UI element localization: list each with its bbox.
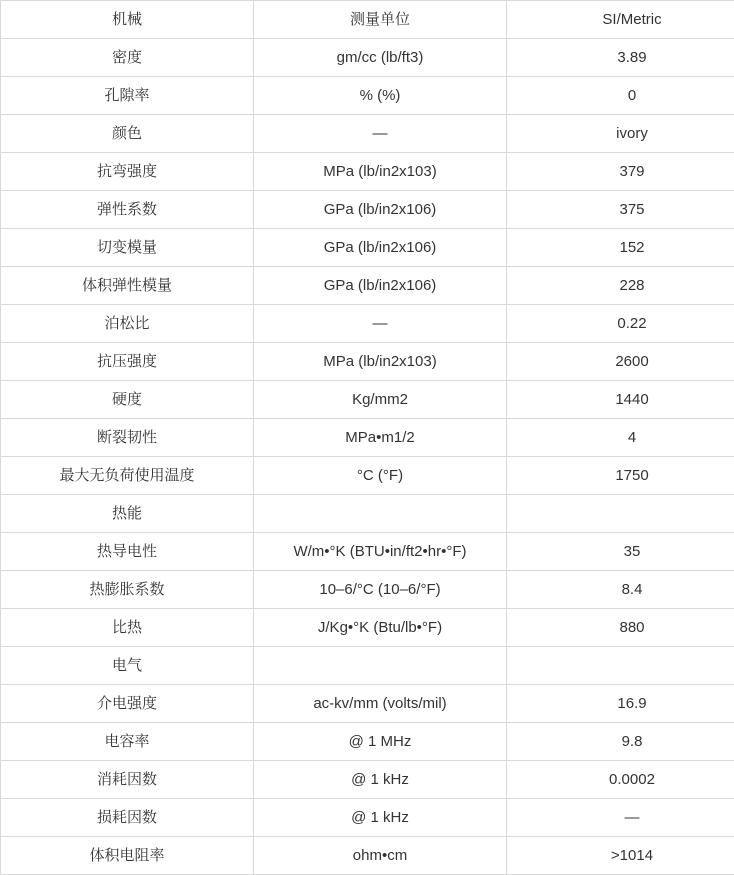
cell-property: 体积电阻率 xyxy=(1,837,254,875)
cell-unit: MPa (lb/in2x103) xyxy=(254,153,507,191)
table-row xyxy=(1,39,734,77)
table-row xyxy=(1,229,734,267)
cell-value: 35 xyxy=(507,533,734,571)
cell-value: 9.8 xyxy=(507,723,734,761)
cell-value xyxy=(507,495,734,533)
cell-unit: @ 1 kHz xyxy=(254,799,507,837)
cell-unit: @ 1 kHz xyxy=(254,761,507,799)
table-row xyxy=(1,419,734,457)
table-row xyxy=(1,343,734,381)
cell-property: 孔隙率 xyxy=(1,77,254,115)
cell-unit: J/Kg•°K (Btu/lb•°F) xyxy=(254,609,507,647)
cell-property: 抗弯强度 xyxy=(1,153,254,191)
cell-property: 电气 xyxy=(1,647,254,685)
cell-value: 3.89 xyxy=(507,39,734,77)
cell-property: 切变模量 xyxy=(1,229,254,267)
table-row xyxy=(1,267,734,305)
cell-unit: % (%) xyxy=(254,77,507,115)
table-row xyxy=(1,685,734,723)
cell-unit: GPa (lb/in2x106) xyxy=(254,229,507,267)
table-row xyxy=(1,723,734,761)
cell-property: 热能 xyxy=(1,495,254,533)
cell-property: 弹性系数 xyxy=(1,191,254,229)
cell-unit: W/m•°K (BTU•in/ft2•hr•°F) xyxy=(254,533,507,571)
cell-value: 880 xyxy=(507,609,734,647)
cell-value xyxy=(507,647,734,685)
cell-property: 泊松比 xyxy=(1,305,254,343)
cell-value: >1014 xyxy=(507,837,734,875)
cell-property: 密度 xyxy=(1,39,254,77)
cell-value: 8.4 xyxy=(507,571,734,609)
cell-property: 机械 xyxy=(1,1,254,39)
cell-property: 比热 xyxy=(1,609,254,647)
cell-value: 1750 xyxy=(507,457,734,495)
table-row xyxy=(1,153,734,191)
cell-property: 损耗因数 xyxy=(1,799,254,837)
cell-property: 热导电性 xyxy=(1,533,254,571)
cell-value: 228 xyxy=(507,267,734,305)
cell-property: 断裂韧性 xyxy=(1,419,254,457)
cell-value: — xyxy=(507,799,734,837)
cell-property: 热膨胀系数 xyxy=(1,571,254,609)
cell-unit: °C (°F) xyxy=(254,457,507,495)
table-row xyxy=(1,609,734,647)
cell-value: 152 xyxy=(507,229,734,267)
cell-property: 体积弹性模量 xyxy=(1,267,254,305)
cell-unit: @ 1 MHz xyxy=(254,723,507,761)
cell-unit: MPa (lb/in2x103) xyxy=(254,343,507,381)
cell-property: 硬度 xyxy=(1,381,254,419)
table-row xyxy=(1,647,734,685)
table-row xyxy=(1,305,734,343)
table-row xyxy=(1,571,734,609)
table-row xyxy=(1,837,734,875)
cell-unit: 测量单位 xyxy=(254,1,507,39)
table-row xyxy=(1,457,734,495)
cell-unit: MPa•m1/2 xyxy=(254,419,507,457)
cell-unit: — xyxy=(254,115,507,153)
cell-unit xyxy=(254,647,507,685)
cell-unit xyxy=(254,495,507,533)
cell-value: 4 xyxy=(507,419,734,457)
cell-property: 最大无负荷使用温度 xyxy=(1,457,254,495)
cell-value: 1440 xyxy=(507,381,734,419)
cell-unit: GPa (lb/in2x106) xyxy=(254,191,507,229)
cell-value: 0.0002 xyxy=(507,761,734,799)
cell-value: ivory xyxy=(507,115,734,153)
cell-unit: — xyxy=(254,305,507,343)
cell-value: 16.9 xyxy=(507,685,734,723)
table-row xyxy=(1,1,734,39)
cell-value: 379 xyxy=(507,153,734,191)
cell-value: 375 xyxy=(507,191,734,229)
cell-unit: 10–6/°C (10–6/°F) xyxy=(254,571,507,609)
cell-property: 抗压强度 xyxy=(1,343,254,381)
cell-unit: Kg/mm2 xyxy=(254,381,507,419)
table-row xyxy=(1,799,734,837)
table-row xyxy=(1,761,734,799)
cell-unit: ac-kv/mm (volts/mil) xyxy=(254,685,507,723)
cell-value: 0 xyxy=(507,77,734,115)
cell-property: 颜色 xyxy=(1,115,254,153)
table-row xyxy=(1,495,734,533)
cell-property: 介电强度 xyxy=(1,685,254,723)
cell-value: 0.22 xyxy=(507,305,734,343)
cell-value: SI/Metric xyxy=(507,1,734,39)
cell-unit: GPa (lb/in2x106) xyxy=(254,267,507,305)
table-row xyxy=(1,533,734,571)
cell-value: 2600 xyxy=(507,343,734,381)
cell-property: 电容率 xyxy=(1,723,254,761)
table-row xyxy=(1,115,734,153)
cell-unit: ohm•cm xyxy=(254,837,507,875)
cell-property: 消耗因数 xyxy=(1,761,254,799)
table-body xyxy=(1,1,734,875)
table-row xyxy=(1,191,734,229)
table-row xyxy=(1,381,734,419)
cell-unit: gm/cc (lb/ft3) xyxy=(254,39,507,77)
table-row xyxy=(1,77,734,115)
